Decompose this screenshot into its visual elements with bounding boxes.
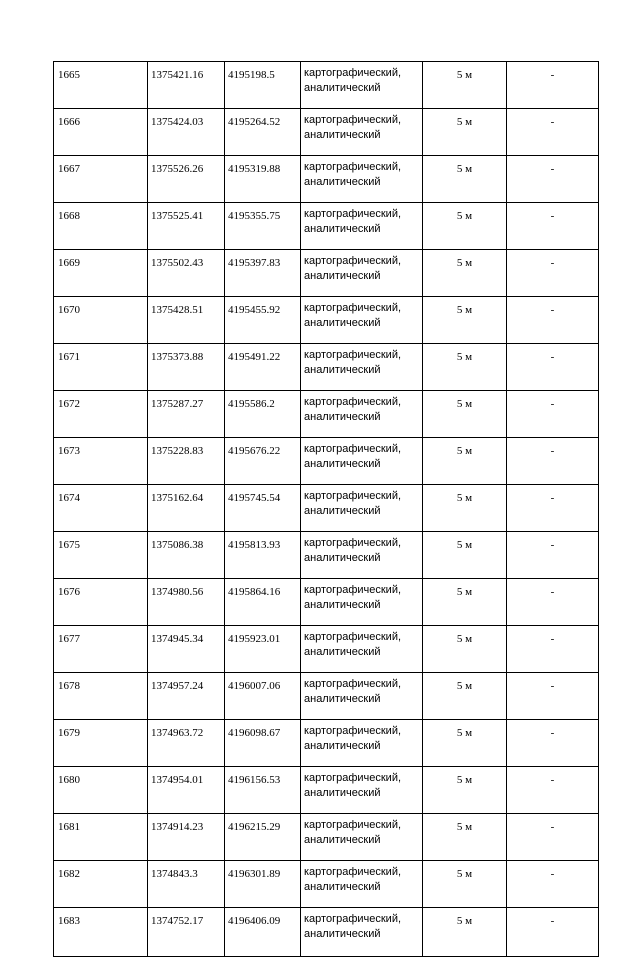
method-line-2: аналитический [304, 411, 381, 423]
y-coordinate-cell: 4195813.93 [225, 532, 301, 579]
point-number-cell: 1669 [54, 250, 148, 297]
method-cell [301, 62, 423, 109]
method-line-2: аналитический [304, 129, 381, 141]
point-number-cell: 1665 [54, 62, 148, 109]
point-number-cell: 1666 [54, 109, 148, 156]
method-line-2: аналитический [304, 176, 381, 188]
coordinates-table-body [54, 62, 599, 957]
x-coordinate-cell: 1375525.41 [148, 203, 225, 250]
note-cell: - [507, 485, 599, 532]
method-line-1: картографический, [304, 678, 402, 690]
x-coordinate-cell: 1375373.88 [148, 344, 225, 391]
point-number-cell: 1674 [54, 485, 148, 532]
method-cell [301, 485, 423, 532]
accuracy-cell: 5 м [423, 814, 507, 861]
method-line-1: картографический, [304, 490, 402, 502]
x-coordinate-cell: 1375428.51 [148, 297, 225, 344]
method-line-2: аналитический [304, 881, 381, 893]
method-line-2: аналитический [304, 223, 381, 235]
method-line-2: аналитический [304, 317, 381, 329]
method-line-2: аналитический [304, 928, 381, 940]
y-coordinate-cell: 4195355.75 [225, 203, 301, 250]
note-cell: - [507, 438, 599, 485]
point-number-cell: 1677 [54, 626, 148, 673]
accuracy-cell: 5 м [423, 250, 507, 297]
accuracy-cell: 5 м [423, 485, 507, 532]
method-cell [301, 438, 423, 485]
method-line-2: аналитический [304, 599, 381, 611]
method-line-2: аналитический [304, 552, 381, 564]
x-coordinate-cell: 1375162.64 [148, 485, 225, 532]
y-coordinate-cell: 4196156.53 [225, 767, 301, 814]
note-cell: - [507, 297, 599, 344]
x-coordinate-cell: 1375502.43 [148, 250, 225, 297]
x-coordinate-cell: 1374843.3 [148, 861, 225, 908]
point-number-cell: 1670 [54, 297, 148, 344]
note-cell: - [507, 767, 599, 814]
method-line-2: аналитический [304, 787, 381, 799]
table-row [54, 62, 599, 109]
y-coordinate-cell: 4196007.06 [225, 673, 301, 720]
y-coordinate-cell: 4195923.01 [225, 626, 301, 673]
method-line-1: картографический, [304, 584, 402, 596]
accuracy-cell: 5 м [423, 156, 507, 203]
method-cell [301, 250, 423, 297]
method-cell [301, 203, 423, 250]
x-coordinate-cell: 1375086.38 [148, 532, 225, 579]
table-row [54, 673, 599, 720]
method-line-2: аналитический [304, 646, 381, 658]
method-line-1: картографический, [304, 772, 402, 784]
y-coordinate-cell: 4195491.22 [225, 344, 301, 391]
accuracy-cell: 5 м [423, 861, 507, 908]
point-number-cell: 1675 [54, 532, 148, 579]
note-cell: - [507, 344, 599, 391]
y-coordinate-cell: 4195455.92 [225, 297, 301, 344]
y-coordinate-cell: 4195198.5 [225, 62, 301, 109]
y-coordinate-cell: 4195864.16 [225, 579, 301, 626]
point-number-cell: 1667 [54, 156, 148, 203]
method-cell [301, 673, 423, 720]
accuracy-cell: 5 м [423, 720, 507, 767]
method-cell [301, 297, 423, 344]
method-line-2: аналитический [304, 458, 381, 470]
table-row [54, 861, 599, 908]
method-line-1: картографический, [304, 114, 402, 126]
table-row [54, 109, 599, 156]
point-number-cell: 1683 [54, 908, 148, 957]
table-row [54, 908, 599, 957]
accuracy-cell: 5 м [423, 391, 507, 438]
point-number-cell: 1682 [54, 861, 148, 908]
method-cell [301, 344, 423, 391]
accuracy-cell: 5 м [423, 532, 507, 579]
method-cell [301, 532, 423, 579]
x-coordinate-cell: 1374954.01 [148, 767, 225, 814]
x-coordinate-cell: 1374914.23 [148, 814, 225, 861]
method-line-2: аналитический [304, 834, 381, 846]
method-line-2: аналитический [304, 740, 381, 752]
method-line-1: картографический, [304, 725, 402, 737]
y-coordinate-cell: 4195676.22 [225, 438, 301, 485]
method-line-2: аналитический [304, 82, 381, 94]
method-cell [301, 391, 423, 438]
table-row [54, 156, 599, 203]
method-line-1: картографический, [304, 537, 402, 549]
method-line-2: аналитический [304, 505, 381, 517]
method-line-1: картографический, [304, 67, 402, 79]
method-line-1: картографический, [304, 208, 402, 220]
method-line-2: аналитический [304, 693, 381, 705]
method-line-1: картографический, [304, 819, 402, 831]
point-number-cell: 1671 [54, 344, 148, 391]
table-row [54, 203, 599, 250]
point-number-cell: 1678 [54, 673, 148, 720]
x-coordinate-cell: 1374963.72 [148, 720, 225, 767]
note-cell: - [507, 109, 599, 156]
y-coordinate-cell: 4195319.88 [225, 156, 301, 203]
y-coordinate-cell: 4196301.89 [225, 861, 301, 908]
method-cell [301, 908, 423, 957]
y-coordinate-cell: 4196215.29 [225, 814, 301, 861]
method-cell [301, 626, 423, 673]
point-number-cell: 1676 [54, 579, 148, 626]
method-line-1: картографический, [304, 631, 402, 643]
table-row [54, 814, 599, 861]
method-cell [301, 814, 423, 861]
y-coordinate-cell: 4195397.83 [225, 250, 301, 297]
table-row [54, 391, 599, 438]
accuracy-cell: 5 м [423, 203, 507, 250]
note-cell: - [507, 62, 599, 109]
method-line-1: картографический, [304, 396, 402, 408]
accuracy-cell: 5 м [423, 438, 507, 485]
method-cell [301, 156, 423, 203]
method-cell [301, 767, 423, 814]
accuracy-cell: 5 м [423, 767, 507, 814]
x-coordinate-cell: 1374945.34 [148, 626, 225, 673]
x-coordinate-cell: 1374980.56 [148, 579, 225, 626]
y-coordinate-cell: 4196406.09 [225, 908, 301, 957]
point-number-cell: 1679 [54, 720, 148, 767]
x-coordinate-cell: 1375287.27 [148, 391, 225, 438]
table-row [54, 532, 599, 579]
table-row [54, 485, 599, 532]
method-line-1: картографический, [304, 913, 402, 925]
table-row [54, 767, 599, 814]
method-line-2: аналитический [304, 364, 381, 376]
method-cell [301, 109, 423, 156]
note-cell: - [507, 203, 599, 250]
note-cell: - [507, 626, 599, 673]
point-number-cell: 1673 [54, 438, 148, 485]
y-coordinate-cell: 4195745.54 [225, 485, 301, 532]
method-line-1: картографический, [304, 302, 402, 314]
x-coordinate-cell: 1375424.03 [148, 109, 225, 156]
table-row [54, 626, 599, 673]
accuracy-cell: 5 м [423, 908, 507, 957]
table-row [54, 250, 599, 297]
point-number-cell: 1680 [54, 767, 148, 814]
note-cell: - [507, 579, 599, 626]
accuracy-cell: 5 м [423, 109, 507, 156]
note-cell: - [507, 250, 599, 297]
x-coordinate-cell: 1375228.83 [148, 438, 225, 485]
method-cell [301, 720, 423, 767]
note-cell: - [507, 391, 599, 438]
accuracy-cell: 5 м [423, 344, 507, 391]
method-cell [301, 579, 423, 626]
note-cell: - [507, 156, 599, 203]
note-cell: - [507, 908, 599, 957]
accuracy-cell: 5 м [423, 297, 507, 344]
accuracy-cell: 5 м [423, 62, 507, 109]
table-row [54, 720, 599, 767]
note-cell: - [507, 532, 599, 579]
method-line-2: аналитический [304, 270, 381, 282]
x-coordinate-cell: 1374957.24 [148, 673, 225, 720]
y-coordinate-cell: 4196098.67 [225, 720, 301, 767]
note-cell: - [507, 673, 599, 720]
method-line-1: картографический, [304, 866, 402, 878]
point-number-cell: 1668 [54, 203, 148, 250]
method-line-1: картографический, [304, 255, 402, 267]
y-coordinate-cell: 4195264.52 [225, 109, 301, 156]
table-row [54, 344, 599, 391]
accuracy-cell: 5 м [423, 579, 507, 626]
note-cell: - [507, 720, 599, 767]
x-coordinate-cell: 1374752.17 [148, 908, 225, 957]
method-cell [301, 861, 423, 908]
point-number-cell: 1672 [54, 391, 148, 438]
x-coordinate-cell: 1375526.26 [148, 156, 225, 203]
method-line-1: картографический, [304, 161, 402, 173]
table-row [54, 297, 599, 344]
coordinates-table [53, 61, 599, 957]
point-number-cell: 1681 [54, 814, 148, 861]
method-line-1: картографический, [304, 349, 402, 361]
note-cell: - [507, 814, 599, 861]
accuracy-cell: 5 м [423, 673, 507, 720]
accuracy-cell: 5 м [423, 626, 507, 673]
y-coordinate-cell: 4195586.2 [225, 391, 301, 438]
note-cell: - [507, 861, 599, 908]
table-row [54, 438, 599, 485]
x-coordinate-cell: 1375421.16 [148, 62, 225, 109]
method-line-1: картографический, [304, 443, 402, 455]
table-row [54, 579, 599, 626]
